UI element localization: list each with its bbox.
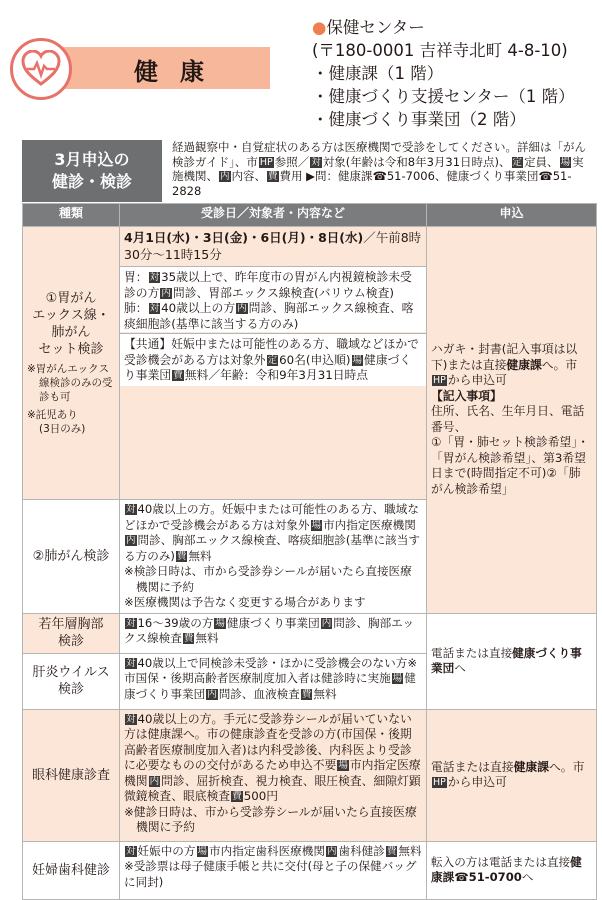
page-title: 健康 bbox=[134, 58, 226, 86]
intro-label: 3月申込の 健診・検診 bbox=[22, 140, 162, 202]
row-name: 若年層胸部 検診 bbox=[23, 613, 120, 653]
row-name: 肝炎ウイルス 検診 bbox=[23, 653, 120, 709]
office-address: (〒180-0001 吉祥寺北町 4-8-10) bbox=[312, 41, 568, 60]
bullet-dot-icon: ● bbox=[312, 18, 327, 37]
row-detail: 対 妊娠中の方 場 市内指定歯科医療機関 内 歯科健診 費 無料※受診票は母子健康手帳と共に交付(母と子の保健バッグに同封) bbox=[120, 841, 427, 899]
intro-section bbox=[22, 140, 598, 202]
col-header: 種類 bbox=[23, 204, 120, 227]
checkup-table bbox=[22, 203, 597, 900]
table-row bbox=[23, 709, 597, 841]
apply-cell: 電話または直接健康づくり事業団へ bbox=[427, 613, 597, 709]
apply-cell: 電話または直接健康課へ。市HP から申込可 bbox=[427, 709, 597, 841]
capacity-badge: 定 bbox=[512, 156, 523, 168]
venue-badge: 場 bbox=[560, 156, 571, 168]
common-detail: 【共通】妊娠中または可能性のある方、職域などほかで受診機会がある方は対象外 定 60名(申込順) 場 健康づくり事業団 費 無料／年齢：令和9年3月31日時点 bbox=[120, 333, 426, 386]
col-header: 申込 bbox=[427, 204, 597, 227]
hp-badge: HP bbox=[259, 156, 273, 168]
table-row bbox=[23, 227, 597, 500]
col-header: 受診日／対象者・内容など bbox=[120, 204, 427, 227]
exam-dates: 4月1日(水)・3日(金)・6日(月)・8日(水)／午前8時30分～11時15分 bbox=[124, 230, 422, 262]
row-name: ②肺がん検診 bbox=[23, 500, 120, 614]
office-name: 保健センター bbox=[326, 18, 425, 37]
fee-badge: 費 bbox=[268, 171, 278, 183]
table-row bbox=[23, 841, 597, 899]
row-name: ①胃がん エックス線・ 肺がん セット検診 ※胃がんエックス線検診のみの受診も可 ※託児あり (3日のみ) bbox=[23, 227, 120, 500]
row-name: 妊婦歯科健診 bbox=[23, 841, 120, 899]
intro-text: 経過観察中・自覚症状のある方は医療機関で受診をしてください。詳細は「がん検診ガイド」、市 HP 参照／ 対 対象(年齢は令和8年3月31日時点)、 定 定員、 場 実施機関、 内 内容、 費 費用 ▶問：健康課☎51-7006、健康づくり事業団☎51-2828 bbox=[172, 140, 586, 198]
stomach-detail: 胃： 対 35歳以上で、昨年度市の胃がん内視鏡検診未受診の方 内 問診、胃部エックス線検査(バリウム検査) 肺： 対 40歳以上の方 内 問診、胸部エックス線検査、喀痰細胞診(基準に該当する方のみ) bbox=[120, 266, 426, 332]
floor-item: ・健康づくり事業団（2 階） bbox=[312, 110, 526, 129]
row-name: 眼科健康診査 bbox=[23, 709, 120, 841]
title-band bbox=[46, 47, 270, 89]
heart-pulse-icon bbox=[10, 38, 72, 100]
row-detail: 対 40歳以上の方。手元に受診券シールが届いていない方は健康課へ。市の健康診査を受診の方(市国保・後期高齢者医療制度加入者)は内科受診後、内科医より受診に必要なものの交付があるため申込不要 場 市内指定医療機関 内 問診、屈折検査、視力検査、眼圧検査、細隙灯顕微鏡検査、眼底検査 費 500円 ※健診日時は、市から受診券シールが届いたら直接医療機関に予約 bbox=[120, 709, 427, 841]
page-header bbox=[0, 0, 602, 140]
row-detail: 対 40歳以上の方。妊娠中または可能性のある方、職域などほかで受診機会がある方は対象外 場 市内指定医療機関内 問診、胸部エックス線検査、喀痰細胞診(基準に該当する方のみ) 費 無料 ※検診日時は、市から受診券シールが届いたら直接医療機関に予約 ※医療機関は予告なく変更する場合があります bbox=[120, 500, 427, 614]
row-detail bbox=[120, 227, 427, 500]
floor-item: ・健康づくり支援センター（1 階） bbox=[312, 87, 575, 106]
row-detail: 対 40歳以上で同検診未受診・ほかに受診機会のない方※市国保・後期高齢者医療制度加入者は健診時に実施 場 健康づくり事業団 内 問診、血液検査 費 無料 bbox=[120, 653, 427, 709]
target-badge: 対 bbox=[311, 156, 321, 168]
apply-cell: 転入の方は電話または直接健康課☎51-0700へ bbox=[427, 841, 597, 899]
content-badge: 内 bbox=[220, 171, 230, 183]
contact-info bbox=[312, 16, 575, 131]
table-header-row bbox=[23, 204, 597, 227]
floor-item: ・健康課（1 階） bbox=[312, 64, 444, 83]
table-row bbox=[23, 613, 597, 653]
apply-cell: ハガキ・封書(記入事項は以下)または直接健康課へ。市HP から申込可 【記入事項】 住所、氏名、生年月日、電話番号、 ①「胃・肺セット検診希望」・「胃がん検診希望」、第3希望日まで(時間指定不可)②「肺がん検診希望」 bbox=[427, 227, 597, 614]
row-detail: 対 16～39歳の方 場 健康づくり事業団 内 問診、胸部エックス線検査 費 無料 bbox=[120, 613, 427, 653]
